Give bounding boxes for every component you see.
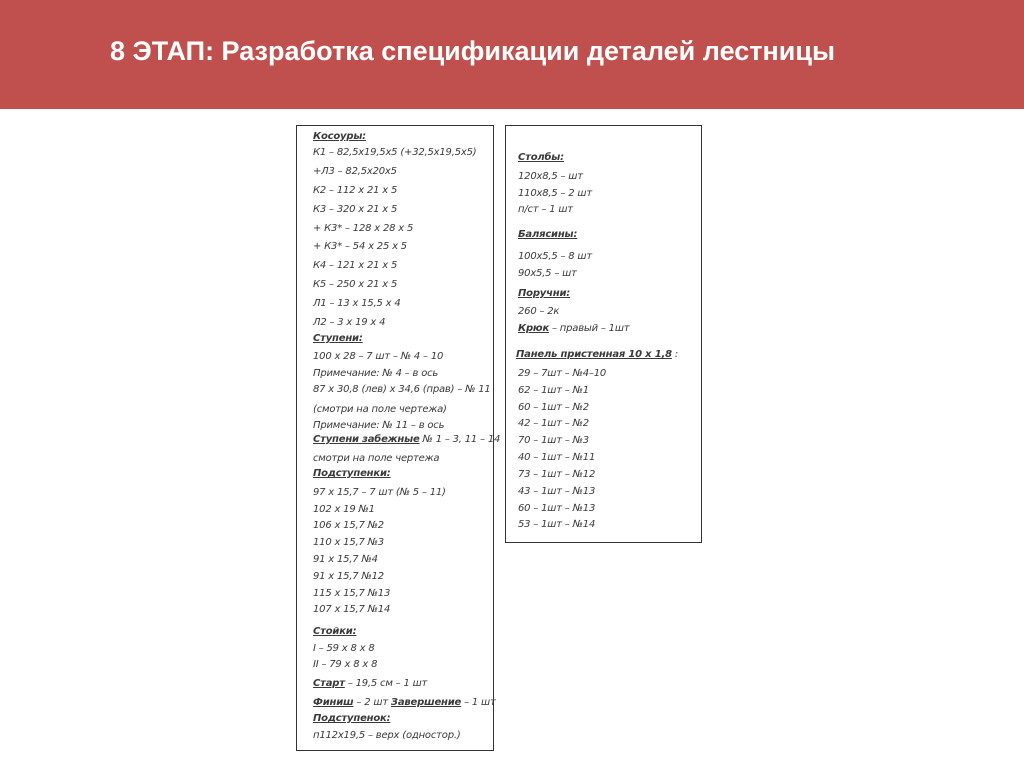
stupeni-zabezhnye-note: смотри на поле чертежа (313, 453, 440, 464)
list-item: 115 х 15,7 №13 (313, 588, 391, 599)
kryuk-value: – правый – 1шт (549, 323, 630, 334)
list-item: п112х19,5 – верх (одностор.) (313, 730, 461, 741)
list-item: Л2 – 3 х 19 х 4 (313, 317, 386, 328)
list-item: 87 х 30,8 (лев) х 34,6 (прав) – № 11 (313, 384, 491, 395)
poruchni-heading: Поручни: (518, 288, 571, 299)
stupeni-zabezhnye-line (313, 434, 500, 445)
list-item: + К3* – 128 х 28 х 5 (313, 223, 414, 234)
list-item: Примечание: № 11 – в ось (313, 420, 445, 431)
list-item: К1 – 82,5х19,5х5 (+32,5х19,5х5) (313, 147, 477, 158)
list-item: 40 – 1шт – №11 (518, 452, 596, 463)
list-item: (смотри на поле чертежа) (313, 404, 447, 415)
finish-value: – 2 шт (353, 697, 391, 708)
zavershenie-label: Завершение (390, 697, 462, 708)
kryuk-line (518, 323, 629, 334)
list-item: Л1 – 13 х 15,5 х 4 (313, 298, 401, 309)
list-item: II – 79 х 8 х 8 (313, 659, 378, 670)
podstupenok-heading: Подступенок: (313, 713, 391, 724)
list-item: 91 х 15,7 №12 (313, 571, 384, 582)
list-item: п/ст – 1 шт (518, 204, 573, 215)
panel-heading-line (516, 349, 678, 360)
stolby-heading: Столбы: (518, 152, 564, 163)
list-item: 73 – 1шт – №12 (518, 469, 596, 480)
right-spec-panel (505, 125, 702, 543)
list-item: К3 – 320 х 21 х 5 (313, 204, 398, 215)
list-item: К4 – 121 х 21 х 5 (313, 260, 398, 271)
start-label: Старт (313, 678, 345, 689)
kosoury-heading: Косоуры: (313, 131, 366, 142)
start-line (313, 678, 427, 689)
list-item: I – 59 х 8 х 8 (313, 643, 375, 654)
kryuk-label: Крюк (518, 323, 550, 334)
list-item: 29 – 7шт – №4–10 (518, 368, 607, 379)
list-item: + К3* – 54 х 25 х 5 (313, 241, 407, 252)
list-item: 100х5,5 – 8 шт (518, 251, 592, 262)
list-item: К5 – 250 х 21 х 5 (313, 279, 398, 290)
list-item: 70 – 1шт – №3 (518, 435, 589, 446)
slide-title: 8 ЭТАП: Разработка спецификации деталей лестницы (110, 36, 836, 66)
list-item: 106 х 15,7 №2 (313, 520, 384, 531)
podstupenki-heading: Подступенки: (313, 468, 391, 479)
list-item: +Л3 – 82,5х20х5 (313, 166, 397, 177)
list-item: 53 – 1шт – №14 (518, 519, 596, 530)
zavershenie-value: – 1 шт (461, 697, 496, 708)
left-spec-panel (296, 125, 501, 751)
list-item: К2 – 112 х 21 х 5 (313, 185, 398, 196)
panel-heading-colon: : (671, 349, 678, 360)
list-item: 90х5,5 – шт (518, 268, 577, 279)
start-value: – 19,5 см – 1 шт (344, 678, 428, 689)
finish-line (313, 697, 496, 708)
list-item: 110х8,5 – 2 шт (518, 188, 592, 199)
stupeni-zabezhnye-heading: Ступени забежные (313, 434, 420, 445)
list-item: 91 х 15,7 №4 (313, 554, 378, 565)
list-item: 60 – 1шт – №13 (518, 503, 596, 514)
balyasiny-heading: Балясины: (518, 229, 578, 240)
list-item: Примечание: № 4 – в ось (313, 368, 439, 379)
finish-label: Финиш (313, 697, 354, 708)
list-item: 107 х 15,7 №14 (313, 604, 391, 615)
list-item: 100 х 28 – 7 шт – № 4 – 10 (313, 351, 444, 362)
list-item: 60 – 1шт – №2 (518, 402, 589, 413)
list-item: 97 х 15,7 – 7 шт (№ 5 – 11) (313, 487, 446, 498)
list-item: 260 – 2к (518, 306, 560, 317)
stupeni-zabezhnye-numbers: № 1 – 3, 11 – 14 (419, 434, 501, 445)
stupeni-heading: Ступени: (313, 333, 363, 344)
list-item: 42 – 1шт – №2 (518, 418, 589, 429)
list-item: 110 х 15,7 №3 (313, 537, 384, 548)
list-item: 62 – 1шт – №1 (518, 385, 589, 396)
stoyki-heading: Стойки: (313, 626, 357, 637)
list-item: 43 – 1шт – №13 (518, 486, 596, 497)
panel-heading: Панель пристенная 10 х 1,8 (516, 349, 672, 360)
list-item: 102 х 19 №1 (313, 504, 375, 515)
list-item: 120х8,5 – шт (518, 171, 583, 182)
